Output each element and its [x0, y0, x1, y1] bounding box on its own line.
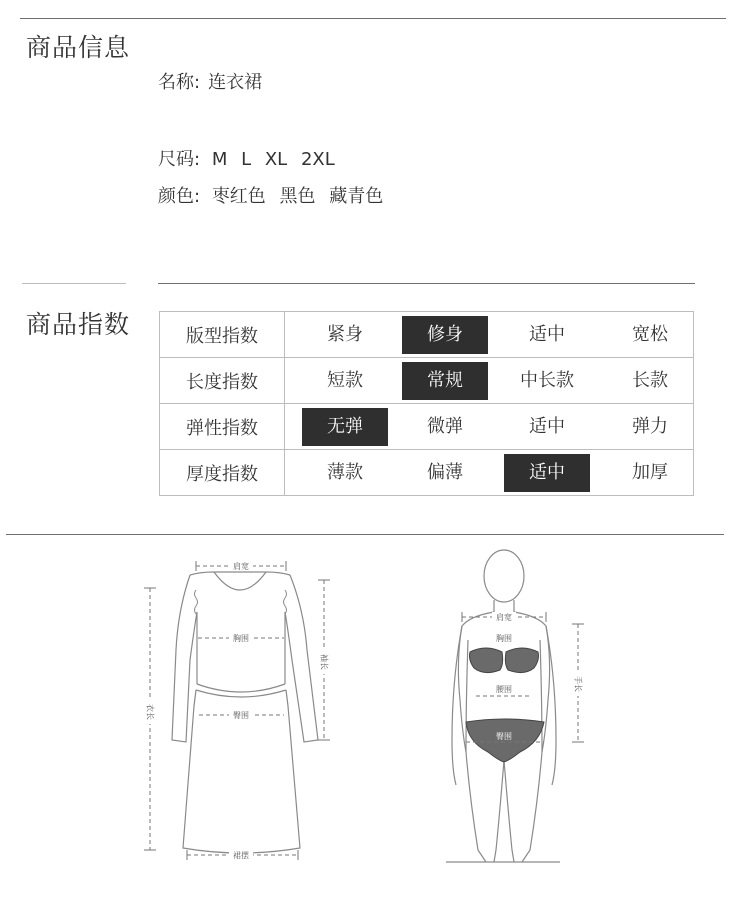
body-garments	[466, 648, 544, 762]
color-option: 枣红色	[211, 186, 266, 207]
index-option: 长款	[632, 370, 668, 391]
index-option: 常规	[402, 362, 488, 400]
index-option: 紧身	[327, 324, 363, 345]
index-option: 适中	[529, 324, 565, 345]
index-option: 宽松	[632, 324, 668, 345]
index-option: 适中	[504, 454, 590, 492]
dress-label-hip: 臀围	[233, 711, 249, 720]
dress-label-sleeve: 袖长	[319, 654, 329, 670]
dress-label-bust: 胸围	[233, 634, 249, 643]
index-option: 微弹	[427, 416, 463, 437]
index-option: 弹力	[632, 416, 668, 437]
body-label-hip: 臀围	[496, 732, 512, 741]
size-option: XL	[264, 149, 288, 170]
body-label-bust: 胸围	[496, 634, 512, 643]
index-option: 薄款	[327, 462, 363, 483]
section-title-product-info: 商品信息	[26, 33, 131, 62]
index-option: 无弹	[302, 408, 388, 446]
size-option: 2XL	[300, 149, 335, 170]
dress-label-length: 衣长	[145, 704, 155, 720]
index-option: 偏薄	[427, 462, 463, 483]
index-row-label: 长度指数	[160, 358, 285, 404]
size-option: M	[211, 149, 228, 170]
body-label-shoulder: 肩宽	[496, 613, 512, 622]
color-option: 黑色	[279, 186, 316, 207]
section-title-product-index: 商品指数	[26, 310, 131, 339]
dress-label-hem: 裙摆	[233, 851, 249, 860]
index-row-label: 版型指数	[160, 312, 285, 358]
index-option: 适中	[529, 416, 565, 437]
dress-label-shoulder: 肩宽	[233, 562, 249, 571]
index-row-label: 厚度指数	[160, 450, 285, 496]
index-option: 短款	[327, 370, 363, 391]
index-option: 修身	[402, 316, 488, 354]
body-diagram	[452, 550, 556, 862]
size-label: 尺码:	[158, 149, 201, 170]
index-option: 加厚	[632, 462, 668, 483]
size-option: L	[241, 149, 252, 170]
body-label-waist: 腰围	[496, 685, 512, 694]
color-label: 颜色:	[158, 186, 201, 207]
name-label: 名称:	[158, 72, 201, 93]
body-label-arm: 手长	[573, 676, 583, 692]
color-option: 藏青色	[329, 186, 384, 207]
name-value: 连衣裙	[208, 72, 263, 93]
index-option: 中长款	[520, 370, 574, 391]
index-row-label: 弹性指数	[160, 404, 285, 450]
